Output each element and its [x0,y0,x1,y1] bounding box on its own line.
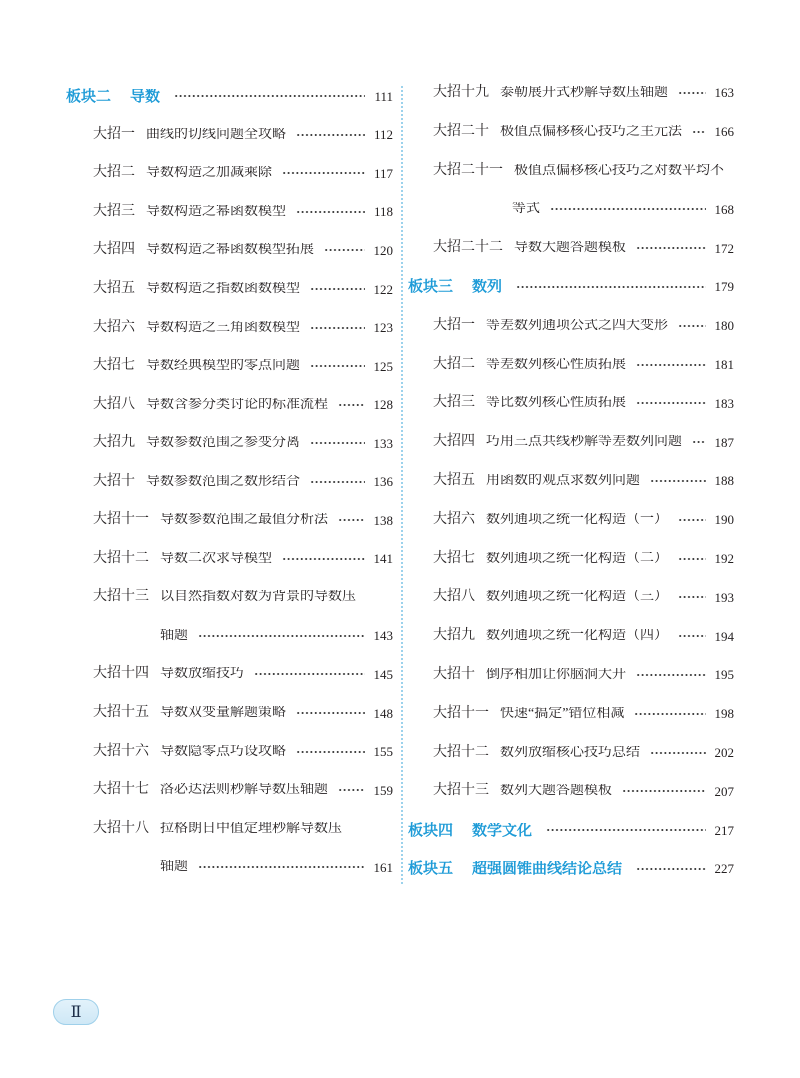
entry-page: 120 [373,242,393,258]
dot-leader [296,133,365,137]
toc-entry [408,733,734,772]
dot-leader [636,363,706,367]
entry-label: 大招五 [433,472,475,488]
toc-entry [408,694,734,733]
entry-label: 大招二十 [433,123,489,139]
toc-entry [66,501,393,540]
entry-title: 快速“搞定”错位相减 [500,706,625,721]
entry-label: 大招二十二 [433,240,503,256]
page-number-badge [53,999,99,1025]
entry-label: 大招九 [93,435,135,451]
dot-leader [678,324,706,328]
entry-page: 161 [373,859,393,875]
toc-right-column [408,74,734,889]
dot-leader [338,403,365,407]
entry-page: 193 [714,589,734,605]
entry-label: 大招二 [433,356,475,372]
entry-page: 168 [714,201,734,217]
dot-leader [678,518,706,522]
toc-entry [66,578,393,617]
entry-title: 导数隐零点巧设攻略 [160,744,286,759]
dot-leader [550,207,706,211]
entry-label: 大招二十一 [433,162,503,178]
entry-label: 大招十一 [433,705,489,721]
entry-label: 大招六 [93,319,135,335]
entry-label: 大招四 [93,242,135,258]
dot-leader [650,479,706,483]
entry-label: 大招七 [93,358,135,374]
toc-entry [408,345,734,384]
entry-title-continued: 轴题 [160,628,188,643]
dot-leader [678,557,706,561]
section-page: 227 [714,861,734,877]
entry-page: 190 [714,512,734,528]
entry-label: 大招六 [433,511,475,527]
entry-label: 大招四 [433,434,475,450]
toc-entry [66,424,393,463]
entry-title-continued: 轴题 [160,860,188,875]
dot-leader [634,712,705,716]
dot-leader [296,711,365,715]
toc-entry [408,772,734,811]
dot-leader [650,751,706,755]
dot-leader [622,789,706,793]
toc-entry [66,771,393,810]
entry-page: 136 [373,474,393,490]
entry-title: 等差数列核心性质拓展 [486,357,626,372]
toc-entry [408,229,734,268]
section-label: 板块四 [408,821,454,839]
entry-label: 大招一 [433,317,475,333]
entry-title: 导数含参分类讨论的标准流程 [146,397,328,412]
entry-title: 极值点偏移核心技巧之对数平均不 [514,163,724,178]
entry-page: 172 [714,240,734,256]
entry-title: 极值点偏移核心技巧之主元法 [500,124,682,139]
toc-entry [66,270,393,309]
entry-page: 187 [714,434,734,450]
entry-page: 148 [373,705,393,721]
dot-leader [546,828,705,832]
entry-label: 大招十一 [93,512,149,528]
entry-label: 大招三 [433,395,475,411]
section-heading [408,268,734,307]
toc-entry [66,732,393,771]
entry-title: 数列大题答题模板 [500,784,612,799]
dot-leader [636,246,706,250]
entry-page: 133 [373,435,393,451]
entry-label: 大招八 [93,396,135,412]
entry-title: 倒序相加让你脑洞大开 [486,667,626,682]
section-page: 111 [374,88,393,104]
entry-title: 等比数列核心性质拓展 [486,396,626,411]
dot-leader [324,248,365,252]
page-number: Ⅱ [70,1004,82,1021]
entry-page: 207 [714,783,734,799]
toc-entry [66,540,393,579]
entry-title: 导数双变量解题策略 [160,706,286,721]
entry-page: 188 [714,473,734,489]
dot-leader [310,441,365,445]
section-title: 数列 [472,279,503,295]
entry-title: 数列通项之统一化构造（二） [486,551,668,566]
toc-entry [408,306,734,345]
entry-page: 194 [714,628,734,644]
entry-label: 大招十三 [93,589,149,605]
entry-title: 导数经典模型的零点问题 [146,359,300,374]
section-label: 板块三 [408,278,454,296]
toc-entry [408,500,734,539]
toc-entry [408,112,734,151]
entry-title: 数列放缩核心技巧总结 [500,745,640,760]
toc-entry [408,423,734,462]
entry-page: 145 [373,666,393,682]
entry-page: 128 [373,397,393,413]
entry-title: 导数构造之幂函数模型 [146,204,286,219]
dot-leader [282,557,365,561]
section-heading [408,850,734,889]
entry-title: 导数构造之幂函数模型拓展 [146,243,314,258]
entry-title: 等差数列通项公式之四大变形 [486,318,668,333]
entry-page: 180 [714,318,734,334]
section-heading [66,77,393,116]
entry-label: 大招三 [93,203,135,219]
toc-entry-continuation [408,190,734,229]
toc-entry [66,694,393,733]
entry-title: 洛必达法则秒解导数压轴题 [160,783,328,798]
entry-label: 大招十六 [93,743,149,759]
toc-entry [66,809,393,848]
entry-label: 大招十五 [93,705,149,721]
dot-leader [636,401,706,405]
toc-entry [408,384,734,423]
toc-entry [66,231,393,270]
entry-title: 导数构造之三角函数模型 [146,320,300,335]
dot-leader [310,480,365,484]
entry-label: 大招五 [93,281,135,296]
entry-label: 大招十九 [433,84,489,100]
entry-title: 导数构造之指数函数模型 [146,282,300,296]
dot-leader [296,750,365,754]
dot-leader [174,94,365,98]
entry-title: 导数构造之加减乘除 [146,166,272,181]
entry-title: 巧用三点共线秒解等差数列问题 [486,435,682,450]
toc-entry [408,74,734,113]
toc-entry [66,385,393,424]
entry-page: 138 [373,512,393,528]
section-heading [408,811,734,850]
entry-title: 导数参数范围之数形结合 [146,474,300,489]
dot-leader [310,326,365,330]
entry-page: 192 [714,551,734,567]
dot-leader [310,364,365,368]
entry-page: 166 [714,124,734,140]
entry-page: 141 [373,551,393,567]
toc-entry [66,655,393,694]
entry-label: 大招十八 [93,820,149,836]
section-title: 导数 [130,88,161,104]
entry-title: 导数二次求导模型 [160,551,272,566]
dot-leader [338,518,365,522]
entry-label: 大招八 [433,589,475,605]
toc-entry [408,462,734,501]
dot-leader [678,595,706,599]
entry-label: 大招十二 [433,744,489,760]
entry-label: 大招十二 [93,550,149,566]
entry-page: 112 [373,127,393,143]
toc-entry [408,656,734,695]
toc-entry [408,617,734,656]
toc-entry [66,154,393,193]
toc-entry [66,462,393,501]
entry-page: 117 [373,165,393,181]
toc-entry [66,347,393,386]
entry-label: 大招一 [93,126,135,142]
entry-label: 大招十 [93,473,135,489]
entry-label: 大招十 [433,666,475,682]
entry-page: 118 [373,204,393,220]
dot-leader [678,634,706,638]
dot-leader [692,130,706,134]
dot-leader [282,171,365,175]
toc-entry [66,308,393,347]
entry-title: 拉格朗日中值定理秒解导数压 [160,821,342,836]
entry-title: 导数放缩技巧 [160,667,244,682]
toc-entry-continuation [66,848,393,887]
dot-leader [198,865,365,869]
section-label: 板块五 [408,860,454,878]
dot-leader [310,287,365,291]
entry-title: 数列通项之统一化构造（四） [486,629,668,644]
dot-leader [198,634,365,638]
toc-left-column [66,77,393,886]
entry-page: 125 [373,358,393,374]
entry-label: 大招十七 [93,782,149,798]
entry-page: 155 [373,744,393,760]
entry-title: 导数大题答题模板 [514,241,626,256]
dot-leader [516,285,705,289]
entry-title: 导数参数范围之最值分析法 [160,513,328,528]
dot-leader [636,673,706,677]
entry-page: 183 [714,395,734,411]
entry-page: 123 [373,320,393,336]
dot-leader [636,867,705,871]
section-title: 数学文化 [472,822,533,838]
entry-page: 163 [714,85,734,101]
dot-leader [254,672,365,676]
toc-entry [408,578,734,617]
entry-title: 曲线的切线问题全攻略 [146,127,286,142]
entry-page: 159 [373,782,393,798]
entry-title: 数列通项之统一化构造（三） [486,590,668,605]
entry-label: 大招十三 [433,783,489,799]
entry-page: 122 [373,281,393,297]
section-label: 板块二 [66,87,112,105]
column-divider [401,85,403,885]
entry-title: 导数参数范围之参变分离 [146,436,300,451]
entry-title-continued: 等式 [512,202,540,217]
section-page: 217 [714,822,734,838]
entry-label: 大招十四 [93,666,149,682]
entry-page: 198 [714,706,734,722]
toc-entry [408,539,734,578]
entry-page: 143 [373,628,393,644]
toc-entry [66,116,393,155]
toc-entry [408,151,734,190]
entry-label: 大招二 [93,165,135,181]
entry-title: 泰勒展开式秒解导数压轴题 [500,85,668,100]
entry-title: 数列通项之统一化构造（一） [486,512,668,527]
entry-title: 用函数的观点求数列问题 [486,473,640,488]
entry-page: 202 [714,745,734,761]
dot-leader [692,440,706,444]
entry-title: 以自然指数对数为背景的导数压 [160,590,356,605]
dot-leader [678,91,706,95]
entry-label: 大招七 [433,550,475,566]
dot-leader [338,788,365,792]
toc-entry-continuation [66,617,393,656]
section-page: 179 [714,279,734,295]
toc-entry [66,193,393,232]
dot-leader [296,210,365,214]
entry-label: 大招九 [433,628,475,644]
section-title: 超强圆锥曲线结论总结 [472,861,623,877]
entry-page: 181 [714,357,734,373]
entry-page: 195 [714,667,734,683]
